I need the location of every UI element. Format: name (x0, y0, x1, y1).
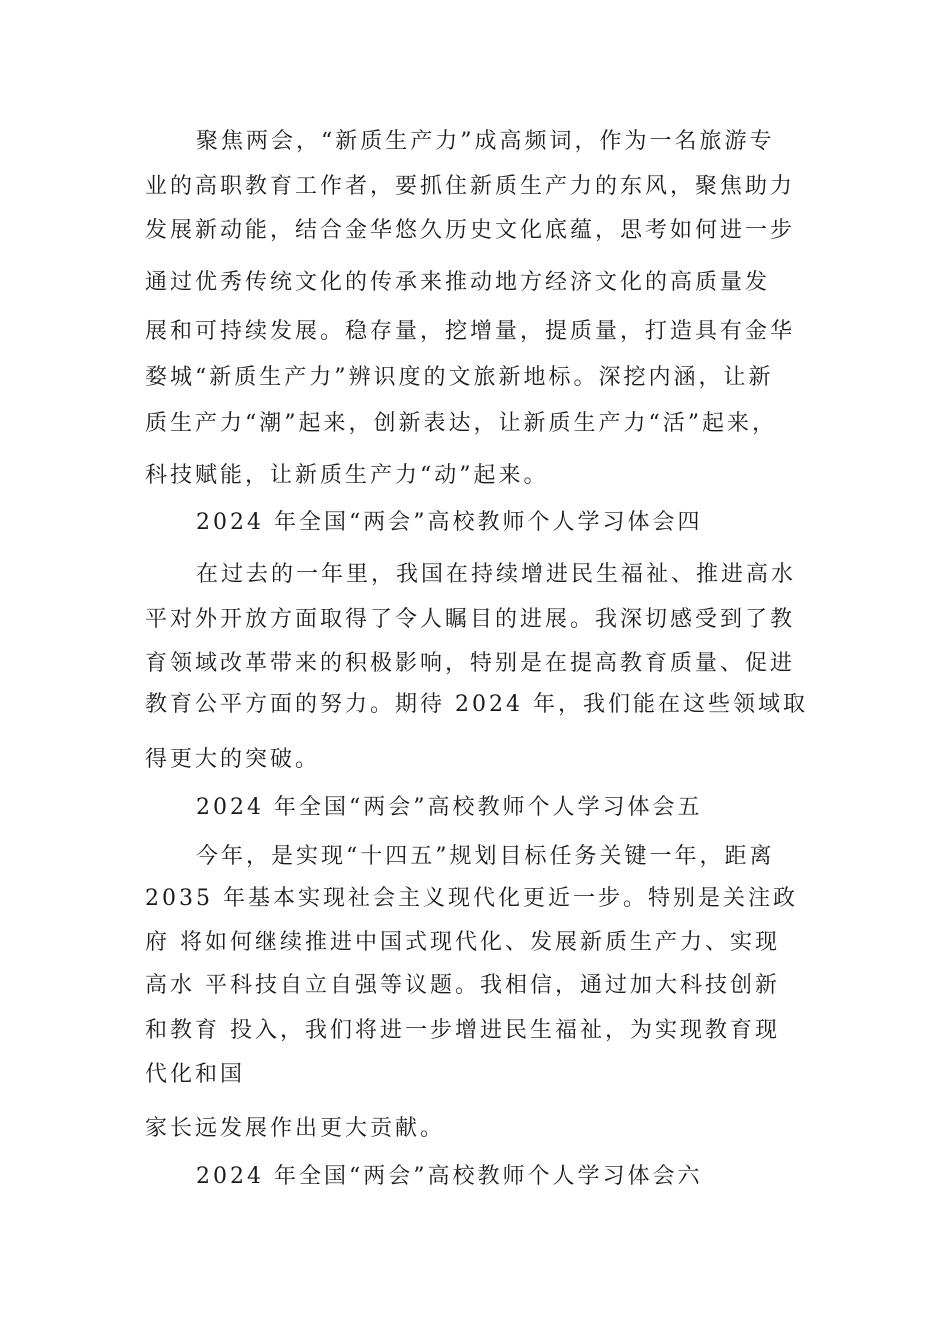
paragraph-line: 得更大的突破。 (145, 747, 321, 772)
paragraph-line: 和教育 投入，我们将进一步增进民生福祉，为实现教育现 (145, 1018, 780, 1043)
paragraph-line: 业的高职教育工作者，要抓住新质生产力的东风，聚焦助力 (145, 174, 796, 199)
paragraph-line: 发展新动能，结合金华悠久历史文化底蕴，思考如何进一步 (145, 218, 796, 243)
paragraph-line: 展和可持续发展。稳存量，挖增量，提质量，打造具有金华 (145, 319, 796, 344)
section-heading: 2024 年全国“两会”高校教师个人学习体会五 (196, 795, 703, 820)
paragraph-line: 聚焦两会，“新质生产力”成高频词，作为一名旅游专 (196, 129, 775, 154)
paragraph-line: 质生产力“潮”起来，创新表达，让新质生产力“活”起来， (145, 411, 777, 436)
paragraph-line: 代化和国 (145, 1062, 246, 1087)
paragraph-line: 婺城“新质生产力”辨识度的文旅新地标。深挖内涵，让新 (145, 365, 774, 390)
paragraph-line: 平对外开放方面取得了令人瞩目的进展。我深切感受到了教 (145, 607, 796, 632)
paragraph-line: 教育公平方面的努力。期待 2024 年，我们能在这些领域取 (145, 692, 808, 717)
paragraph-line: 今年，是实现“十四五”规划目标任务关键一年，距离 (196, 844, 775, 869)
paragraph-line: 家长远发展作出更大贡献。 (145, 1116, 446, 1141)
section-heading: 2024 年全国“两会”高校教师个人学习体会四 (196, 510, 703, 535)
paragraph-line: 通过优秀传统文化的传承来推动地方经济文化的高质量发 (145, 270, 771, 295)
paragraph-line: 科技赋能，让新质生产力“动”起来。 (145, 463, 549, 488)
paragraph-line: 府 将如何继续推进中国式现代化、发展新质生产力、实现 (145, 930, 780, 955)
paragraph-line: 2035 年基本实现社会主义现代化更近一步。特别是关注政 (145, 886, 798, 911)
paragraph-line: 育领域改革带来的积极影响，特别是在提高教育质量、促进 (145, 651, 796, 676)
section-heading: 2024 年全国“两会”高校教师个人学习体会六 (196, 1164, 703, 1189)
paragraph-line: 高水 平科技自立自强等议题。我相信，通过加大科技创新 (145, 973, 780, 998)
paragraph-line: 在过去的一年里，我国在持续增进民生福祉、推进高水 (196, 562, 797, 587)
